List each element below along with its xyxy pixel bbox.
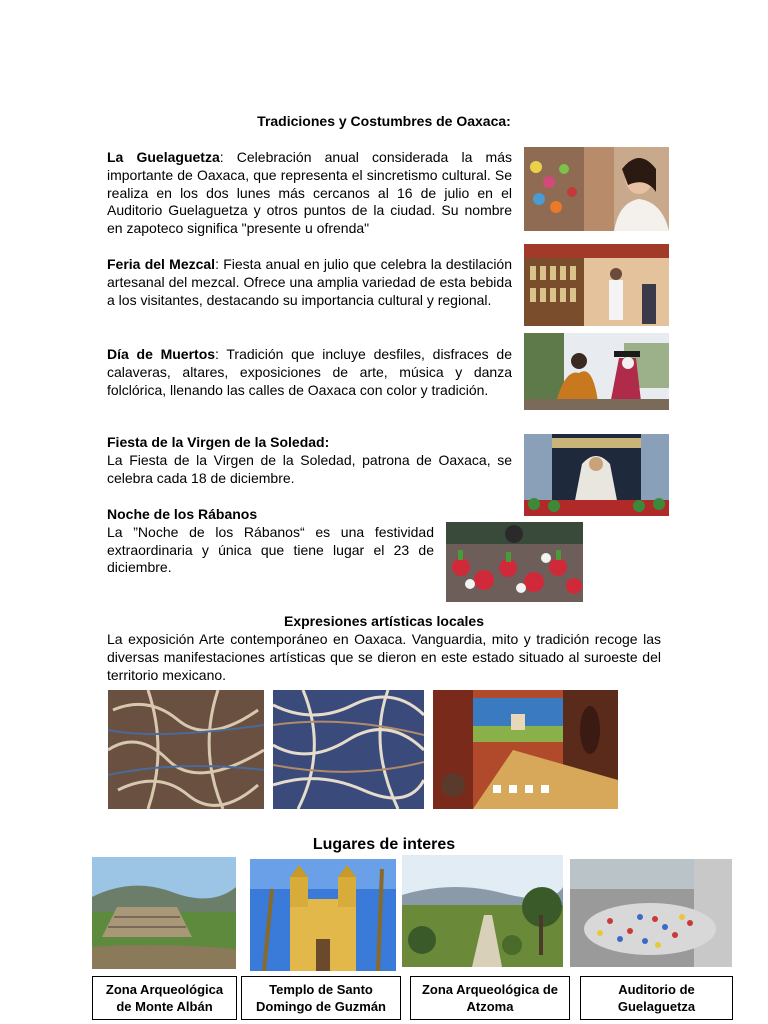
caption-santo-domingo: Templo de Santo Domingo de Guzmán (241, 976, 401, 1020)
noche-rabanos-photo (446, 522, 583, 602)
section-mezcal (107, 256, 512, 309)
section-title: Fiesta de la Virgen de la Soledad: (107, 434, 330, 450)
section-guelaguetza (107, 149, 512, 238)
page-title: Tradiciones y Costumbres de Oaxaca: (257, 113, 511, 129)
artwork-1-image (108, 690, 264, 809)
section-text: : Tradición que incluye desfiles, disfraces de calaveras, altares, exposiciones de arte, música y danza folclórica, llenando las calles de Oaxaca con color y tradición. (107, 346, 512, 398)
section-text: La ”Noche de los Rábanos“ es una festividad extraordinaria y única que tiene lugar el 23 de diciembre. (107, 523, 434, 576)
art-heading: Expresiones artísticas locales (284, 613, 484, 629)
auditorio-guelaguetza-photo (570, 859, 732, 967)
guelaguetza-photo (524, 147, 669, 231)
monte-alban-photo (92, 857, 236, 969)
section-dia-de-muertos (107, 346, 512, 399)
section-noche-rabanos (107, 506, 434, 577)
section-text: La Fiesta de la Virgen de la Soledad, patrona de Oaxaca, se celebra cada 18 de diciembre. (107, 451, 512, 486)
art-paragraph: La exposición Arte contemporáneo en Oaxaca. Vanguardia, mito y tradición recoge las diversas manifestaciones artísticas que se dieron en este estado situado al suroeste del territorio mexicano. (107, 631, 661, 683)
section-title: Noche de los Rábanos (107, 506, 258, 522)
section-title: Día de Muertos (107, 346, 216, 362)
santo-domingo-photo (250, 859, 396, 971)
atzoma-photo (402, 855, 563, 967)
section-text: : Celebración anual considerada la más importante de Oaxaca, que representa el sincretismo cultural. Se realiza en los dos lunes más cercanos al 16 de julio en el Auditorio Guelaguetza y otros puntos de la ciudad. Su nombre en zapoteco significa "presente u ofrenda" (107, 149, 512, 237)
places-heading: Lugares de interes (312, 836, 456, 853)
artwork-2-image (273, 690, 424, 809)
section-virgen-soledad (107, 434, 512, 487)
artwork-3-image (433, 690, 618, 809)
dia-de-muertos-photo (524, 333, 669, 410)
caption-monte-alban: Zona Arqueológica de Monte Albán (92, 976, 237, 1020)
caption-atzoma: Zona Arqueológica de Atzoma (410, 976, 570, 1020)
virgen-soledad-photo (524, 434, 669, 516)
mezcal-fair-photo (524, 244, 669, 326)
caption-auditorio: Auditorio de Guelaguetza (580, 976, 733, 1020)
section-text: : Fiesta anual en julio que celebra la destilación artesanal del mezcal. Ofrece una amplia variedad de esta bebida a los visitantes, destacando su importancia cultural y regional. (107, 256, 513, 308)
section-title: Feria del Mezcal (107, 256, 216, 272)
section-title: La Guelaguetza (107, 149, 220, 165)
